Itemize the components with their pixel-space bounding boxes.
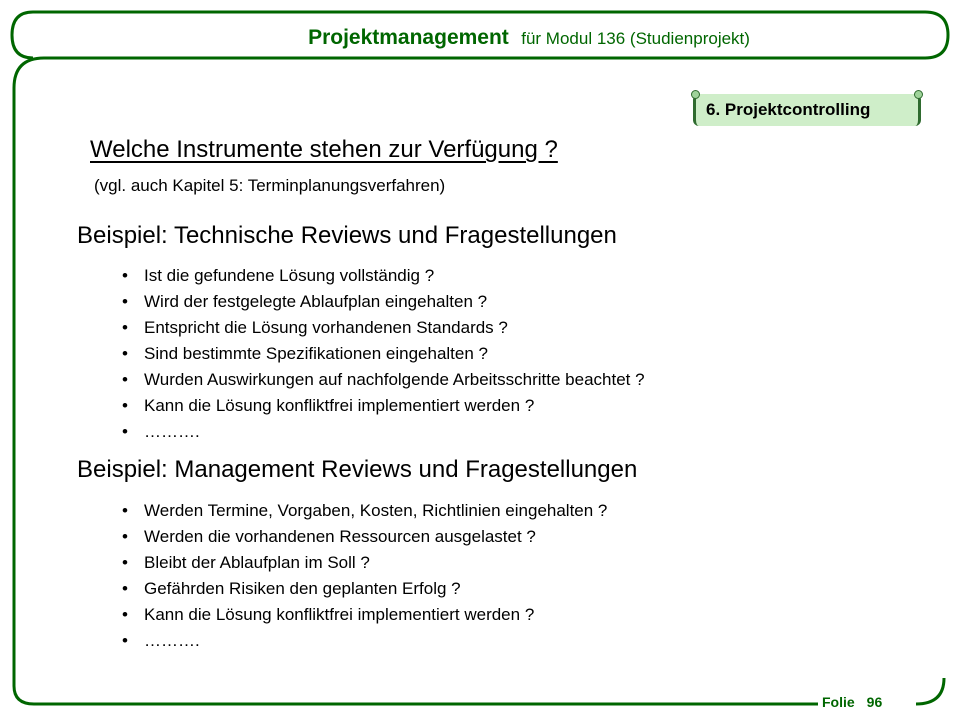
list-item-text: Werden die vorhandenen Ressourcen ausgelastet ? — [144, 527, 536, 546]
header-title: Projektmanagement — [308, 26, 509, 49]
list-item-text: Wurden Auswirkungen auf nachfolgende Arbeitsschritte beachtet ? — [144, 370, 645, 389]
list-item-text: Bleibt der Ablaufplan im Soll ? — [144, 553, 370, 572]
list-item: • ………. — [122, 422, 200, 441]
question-heading: Welche Instrumente stehen zur Verfügung ? — [90, 136, 558, 163]
chapter-tag: 6. Projektcontrolling — [693, 94, 921, 126]
page-number: 96 — [866, 694, 883, 710]
section-title-management: Beispiel: Management Reviews und Fragestellungen — [77, 456, 638, 483]
list-item-text: Wird der festgelegte Ablaufplan eingehalten ? — [144, 292, 488, 311]
list-item-text: Sind bestimmte Spezifikationen eingehalten ? — [144, 344, 488, 363]
list-item: • Werden die vorhandenen Ressourcen ausgelastet ? — [122, 527, 536, 546]
list-item: • Wird der festgelegte Ablaufplan eingehalten ? — [122, 292, 488, 311]
list-item: • Bleibt der Ablaufplan im Soll ? — [122, 553, 370, 572]
list-item: • Ist die gefundene Lösung vollständig ? — [122, 266, 435, 285]
list-item: • ………. — [122, 631, 200, 650]
list-item-text: ………. — [144, 631, 200, 650]
list-item: • Kann die Lösung konfliktfrei implementiert werden ? — [122, 396, 535, 415]
list-item-text: Gefährden Risiken den geplanten Erfolg ? — [144, 579, 461, 598]
technical-review-list — [122, 263, 645, 445]
list-item: • Werden Termine, Vorgaben, Kosten, Richtlinien eingehalten ? — [122, 501, 608, 520]
list-item: • Kann die Lösung konfliktfrei implementiert werden ? — [122, 605, 535, 624]
list-item-text: Kann die Lösung konfliktfrei implementiert werden ? — [144, 605, 535, 624]
list-item-text: Werden Termine, Vorgaben, Kosten, Richtlinien eingehalten ? — [144, 501, 608, 520]
section-title-technical: Beispiel: Technische Reviews und Fragestellungen — [77, 222, 617, 249]
slide-footer — [822, 694, 882, 710]
footer-label: Folie — [822, 694, 855, 710]
list-item: • Wurden Auswirkungen auf nachfolgende Arbeitsschritte beachtet ? — [122, 370, 645, 389]
management-review-list — [122, 498, 607, 654]
list-item-text: Entspricht die Lösung vorhandenen Standards ? — [144, 318, 508, 337]
list-item: • Sind bestimmte Spezifikationen eingehalten ? — [122, 344, 488, 363]
reference-note: (vgl. auch Kapitel 5: Terminplanungsverfahren) — [94, 176, 446, 195]
list-item: • Gefährden Risiken den geplanten Erfolg ? — [122, 579, 461, 598]
list-item-text: ………. — [144, 422, 200, 441]
list-item: • Entspricht die Lösung vorhandenen Standards ? — [122, 318, 508, 337]
list-item-text: Kann die Lösung konfliktfrei implementiert werden ? — [144, 396, 535, 415]
header-subtitle: für Modul 136 (Studienprojekt) — [521, 29, 750, 48]
list-item-text: Ist die gefundene Lösung vollständig ? — [144, 266, 435, 285]
slide-header — [0, 26, 960, 50]
